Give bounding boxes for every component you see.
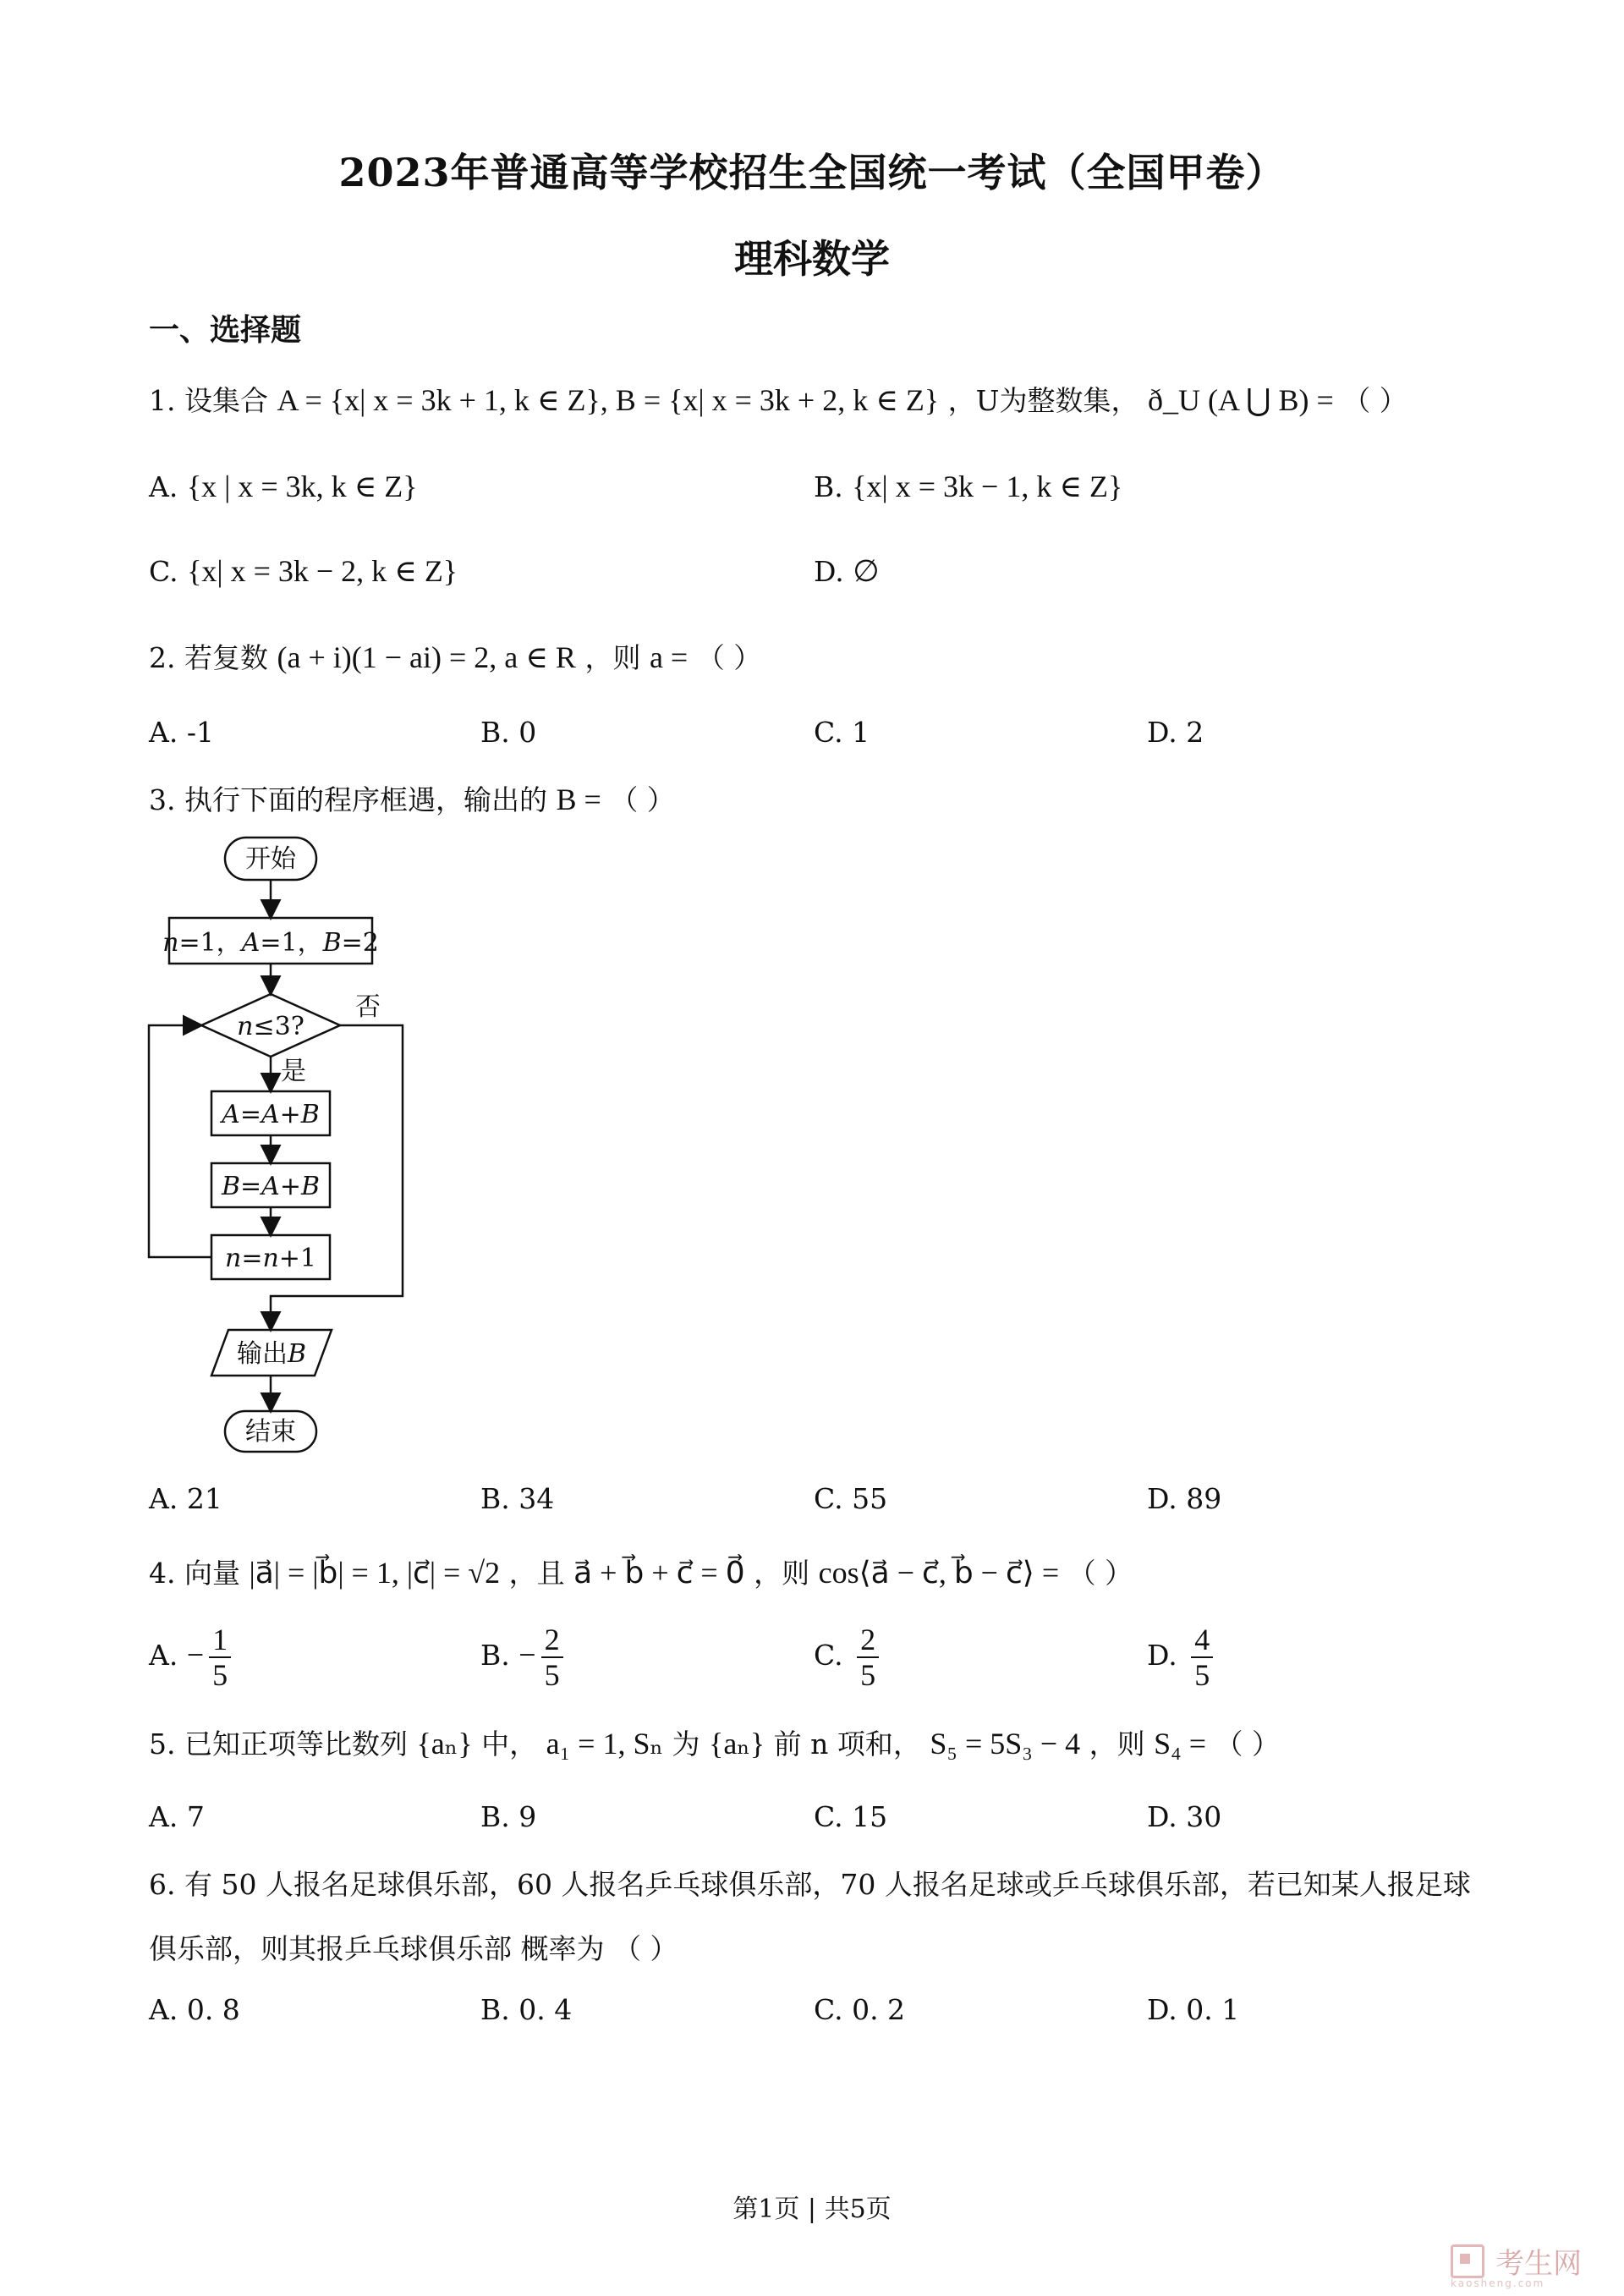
option-3b: [480, 1482, 554, 1515]
option-6d: [1147, 1993, 1239, 2026]
option-3a: [149, 1482, 222, 1515]
question-4-prefix: 4. 向量: [149, 1557, 240, 1590]
answer-paren: （ ）: [613, 1932, 678, 1965]
option-1a: [149, 469, 418, 504]
option-6b: [480, 1993, 572, 2026]
option-text: 34: [518, 1482, 555, 1515]
option-letter: C.: [814, 1639, 843, 1672]
option-letter: A.: [149, 1993, 178, 2026]
option-1c: [149, 553, 458, 589]
option-letter: A.: [149, 1800, 178, 1833]
option-5d: [1147, 1800, 1221, 1833]
option-4c: [814, 1623, 879, 1692]
question-5-seq: {aₙ}: [416, 1727, 473, 1760]
option-text: 0. 8: [186, 1993, 240, 2026]
question-2-ask: a =: [649, 640, 689, 674]
question-4-sum: a⃗ + b⃗ + c⃗ = 0⃗: [573, 1556, 745, 1590]
question-6-line-2: [149, 1927, 678, 1967]
no-label: 否: [355, 992, 381, 1022]
option-letter: B.: [480, 1800, 510, 1833]
option-letter: D.: [1147, 1482, 1177, 1515]
output-label: 输出B: [236, 1339, 307, 1369]
question-5-stem: [149, 1722, 1280, 1762]
option-6c: [814, 1993, 905, 2026]
option-letter: B.: [480, 1993, 510, 2026]
option-letter: D.: [1147, 716, 1177, 749]
option-text: {x | x = 3k, k ∈ Z}: [186, 470, 418, 503]
option-4a: [149, 1623, 231, 1692]
program-flowchart: [144, 829, 423, 1464]
option-letter: D.: [814, 555, 844, 588]
option-letter: C.: [814, 1800, 843, 1833]
option-3d: [1147, 1482, 1221, 1515]
answer-paren: （ ）: [696, 641, 762, 674]
option-text: 0: [518, 716, 537, 749]
option-letter: C.: [814, 1482, 843, 1515]
question-5-seq2: {aₙ}: [709, 1727, 765, 1760]
question-1-prefix: 1. 设集合: [149, 384, 268, 417]
condition-label: n≤3?: [237, 1012, 304, 1041]
section-heading: 一、选择题: [149, 312, 302, 348]
question-5-mid4: ，则: [1089, 1727, 1145, 1760]
question-4-magnitudes: |a⃗| = |b⃗| = 1, |c⃗| = √2: [249, 1556, 501, 1590]
option-text: 1: [852, 716, 870, 749]
start-label: 开始: [245, 844, 296, 874]
question-4-cosine: cos⟨a⃗ − c⃗, b⃗ − c⃗⟩ =: [818, 1556, 1060, 1590]
question-5-prefix: 5. 已知正项等比数列: [149, 1727, 408, 1760]
option-text: -1: [186, 716, 214, 749]
option-letter: A.: [149, 1482, 178, 1515]
option-letter: A.: [149, 716, 178, 749]
step-a-label: A=A+B: [222, 1100, 320, 1129]
option-6a: [149, 1993, 240, 2026]
option-1b: [814, 469, 1122, 504]
option-text: 0. 2: [852, 1993, 906, 2026]
option-letter: B.: [480, 716, 510, 749]
question-1-sets: A = {x| x = 3k + 1, k ∈ Z}, B = {x| x = 3k + 2, k ∈ Z}: [277, 383, 940, 417]
option-5a: [149, 1800, 205, 1833]
yes-label: 是: [281, 1057, 306, 1086]
option-letter: C.: [814, 716, 843, 749]
question-1-stem: [149, 379, 1407, 419]
question-5-mid2: 为: [672, 1727, 700, 1760]
end-label: 结束: [245, 1417, 296, 1447]
exam-title: 2023年普通高等学校招生全国统一考试（全国甲卷）: [338, 150, 1286, 195]
option-letter: D.: [1147, 1993, 1177, 2026]
answer-paren: （ ）: [1067, 1557, 1133, 1590]
step-b-label: B=A+B: [221, 1172, 321, 1201]
step-n-label: n=n+1: [224, 1244, 317, 1273]
option-text: 55: [852, 1482, 888, 1515]
option-2d: [1147, 716, 1204, 749]
option-letter: D.: [1147, 1639, 1177, 1672]
option-letter: B.: [480, 1482, 510, 1515]
option-letter: B.: [814, 470, 843, 503]
option-text: 30: [1186, 1800, 1222, 1833]
option-sign: −: [186, 1638, 205, 1672]
question-5-mid: 中，: [481, 1727, 538, 1760]
option-4b: [480, 1623, 563, 1692]
question-6-text: 俱乐部，则其报乒乓球俱乐部 概率为: [149, 1932, 605, 1965]
option-letter: C.: [149, 555, 178, 588]
option-2c: [814, 716, 870, 749]
option-2a: [149, 716, 214, 749]
question-1-complement: ð_U (A ⋃ B) =: [1147, 383, 1334, 417]
question-3-stem: [149, 778, 675, 818]
option-1d: [814, 553, 880, 589]
question-3-ask: B =: [556, 783, 601, 816]
question-2-mid: ，则: [584, 641, 641, 674]
option-5b: [480, 1800, 536, 1833]
question-3-prefix: 3. 执行下面的程序框遇，输出的: [149, 783, 547, 816]
question-5-ask: S₄ =: [1154, 1727, 1207, 1760]
option-text: {x| x = 3k − 2, k ∈ Z}: [187, 554, 458, 588]
question-5-first: a₁ = 1, Sₙ: [546, 1727, 664, 1760]
option-4d: [1147, 1623, 1213, 1692]
option-text: {x| x = 3k − 1, k ∈ Z}: [852, 470, 1123, 503]
option-letter: A.: [149, 1639, 178, 1672]
exam-subtitle: 理科数学: [734, 236, 890, 282]
option-letter: B.: [480, 1639, 510, 1672]
question-2-prefix: 2. 若复数: [149, 641, 268, 674]
option-fraction: $\frac{2}{5}$: [857, 1623, 879, 1692]
question-2-stem: [149, 636, 761, 676]
logo-icon: [1451, 2244, 1484, 2278]
watermark-logo: [1451, 2240, 1583, 2289]
option-5c: [814, 1800, 887, 1833]
option-sign: −: [518, 1638, 536, 1672]
page-footer: 第1页 | 共5页: [732, 2194, 892, 2224]
option-text: 0. 1: [1186, 1993, 1240, 2026]
watermark-name: 考生网: [1495, 2247, 1583, 2281]
option-letter: D.: [1147, 1800, 1177, 1833]
init-label: n=1，A=1，B=2: [162, 928, 379, 958]
option-letter: A.: [149, 470, 178, 503]
question-5-relation: S₅ = 5S₃ − 4: [930, 1727, 1081, 1760]
option-text: 2: [1186, 716, 1204, 749]
question-4-mid2: ，则: [754, 1557, 810, 1590]
answer-paren: （ ）: [1342, 384, 1407, 417]
option-fraction: $\frac{1}{5}$: [209, 1623, 231, 1692]
option-2b: [480, 716, 536, 749]
question-4-stem: [149, 1552, 1133, 1591]
answer-paren: （ ）: [610, 783, 675, 816]
option-text: 7: [186, 1800, 205, 1833]
question-2-equation: (a + i)(1 − ai) = 2, a ∈ R: [277, 640, 576, 674]
option-text: 21: [186, 1482, 222, 1515]
option-text: 0. 4: [518, 1993, 573, 2026]
watermark-url: kaosheng.com: [1451, 2277, 1545, 2289]
option-text: 9: [518, 1800, 537, 1833]
answer-paren: （ ）: [1215, 1727, 1281, 1760]
question-5-mid3: 前 n 项和，: [773, 1727, 921, 1760]
option-text: ∅: [853, 554, 880, 588]
option-letter: C.: [814, 1993, 843, 2026]
question-6-line-1: 6. 有 50 人报名足球俱乐部，60 人报名乒乓球俱乐部，70 人报名足球或乒乓球俱乐部，若已知某人报足球: [149, 1868, 1471, 1901]
option-fraction: $\frac{4}{5}$: [1191, 1623, 1213, 1692]
question-1-universe: ，U为整数集，: [947, 384, 1139, 417]
option-3c: [814, 1482, 887, 1515]
option-fraction: $\frac{2}{5}$: [541, 1623, 563, 1692]
option-text: 89: [1186, 1482, 1222, 1515]
option-text: 15: [852, 1800, 888, 1833]
question-4-mid: ，且: [508, 1557, 565, 1590]
